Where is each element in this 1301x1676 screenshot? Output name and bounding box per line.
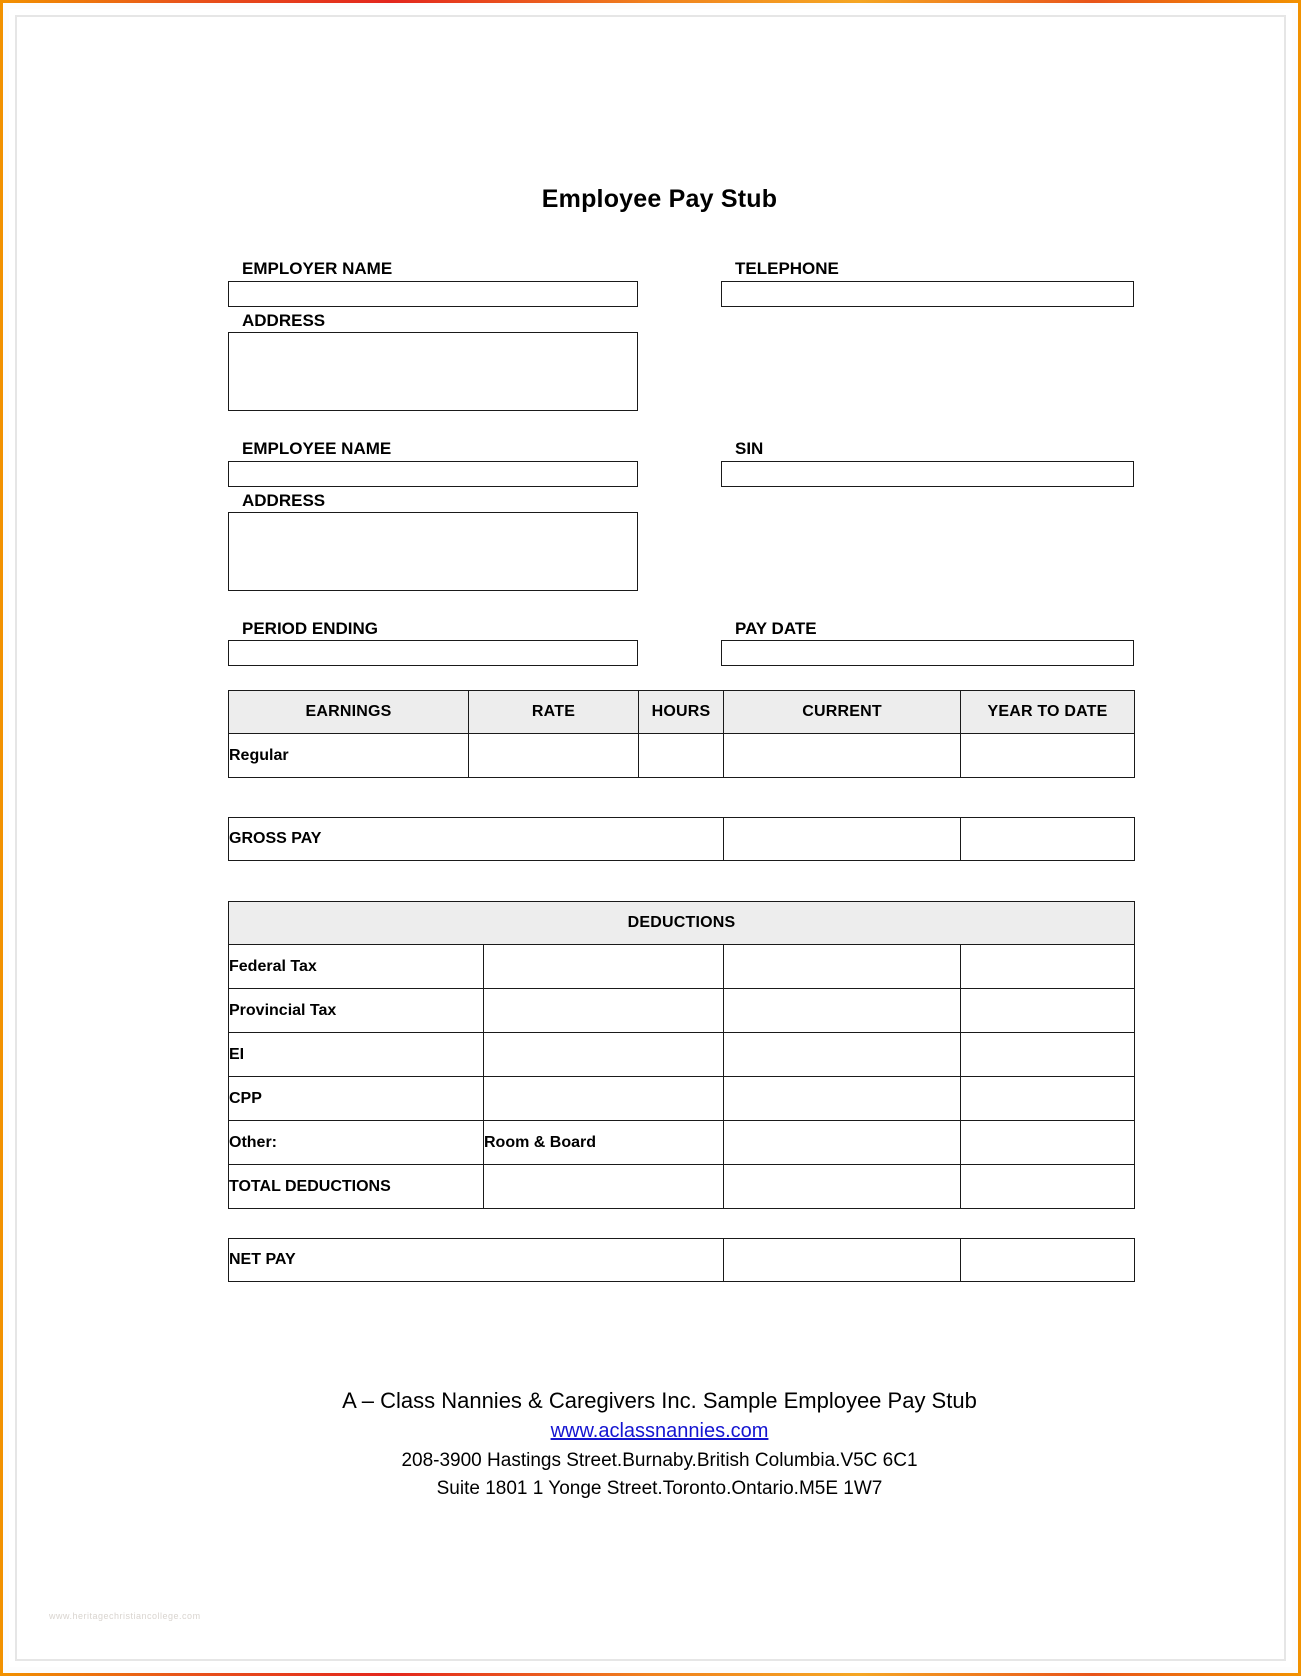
deduction-ytd-ei[interactable] (961, 1033, 1135, 1077)
footer-website-text: www.aclassnannies.com (550, 1420, 769, 1442)
footer-address-line-1: 208-3900 Hastings Street.Burnaby.British Columbia.V5C 6C1 (401, 1450, 918, 1471)
net-pay-label: NET PAY (229, 1239, 724, 1282)
deduction-ytd-provincial-tax[interactable] (961, 989, 1135, 1033)
watermark-text: www.heritagechristiancollege.com (49, 1611, 201, 1621)
sin-label: SIN (735, 439, 764, 458)
table-row (229, 1121, 1135, 1165)
deduction-extra-cpp (484, 1077, 724, 1121)
deduction-ytd-federal-tax[interactable] (961, 945, 1135, 989)
rate-col-header: RATE (469, 691, 639, 734)
employer-name-input[interactable] (228, 281, 638, 307)
telephone-label: TELEPHONE (735, 259, 839, 278)
deduction-label-cpp: CPP (229, 1077, 484, 1121)
footer-company-line: A – Class Nannies & Caregivers Inc. Sample Employee Pay Stub (342, 1388, 977, 1413)
net-pay-ytd[interactable] (961, 1239, 1135, 1282)
pay-date-label: PAY DATE (735, 619, 817, 638)
employee-address-input[interactable] (228, 512, 638, 591)
table-row (229, 1165, 1135, 1209)
deduction-extra-provincial-tax (484, 989, 724, 1033)
deduction-extra-federal-tax (484, 945, 724, 989)
net-pay-table (228, 1238, 1135, 1282)
footer-website-link[interactable] (43, 1420, 1276, 1443)
deduction-current-cpp[interactable] (724, 1077, 961, 1121)
period-ending-input[interactable] (228, 640, 638, 666)
deduction-ytd-other[interactable] (961, 1121, 1135, 1165)
earnings-row-ytd[interactable] (961, 734, 1135, 778)
deduction-extra-ei (484, 1033, 724, 1077)
telephone-input[interactable] (721, 281, 1134, 307)
earnings-row-rate[interactable] (469, 734, 639, 778)
earnings-row-label: Regular (229, 734, 469, 778)
earnings-row-hours[interactable] (639, 734, 724, 778)
footer-address-line-2: Suite 1801 1 Yonge Street.Toronto.Ontario.M5E 1W7 (436, 1478, 883, 1499)
period-ending-label: PERIOD ENDING (242, 619, 379, 638)
table-row (229, 818, 1135, 861)
deduction-label-other: Other: (229, 1121, 484, 1165)
earnings-header-row (229, 691, 1135, 734)
paystub-document (43, 33, 1276, 1653)
table-row (229, 734, 1135, 778)
pay-date-input[interactable] (721, 640, 1134, 666)
deduction-extra-other: Room & Board (484, 1121, 724, 1165)
gross-pay-table (228, 817, 1135, 861)
deduction-label-ei: EI (229, 1033, 484, 1077)
deduction-ytd-total[interactable] (961, 1165, 1135, 1209)
table-row (229, 989, 1135, 1033)
earnings-row-current[interactable] (724, 734, 961, 778)
employee-name-label: EMPLOYEE NAME (242, 439, 392, 458)
deductions-table (228, 901, 1135, 1209)
deduction-ytd-cpp[interactable] (961, 1077, 1135, 1121)
employer-address-input[interactable] (228, 332, 638, 411)
employee-name-input[interactable] (228, 461, 638, 487)
page-title: Employee Pay Stub (541, 185, 778, 213)
deduction-current-other[interactable] (724, 1121, 961, 1165)
deductions-col-header: DEDUCTIONS (229, 902, 1135, 945)
employer-address-label: ADDRESS (242, 311, 326, 330)
earnings-col-header: EARNINGS (229, 691, 469, 734)
net-pay-current[interactable] (724, 1239, 961, 1282)
employer-name-label: EMPLOYER NAME (242, 259, 393, 278)
deduction-label-total: TOTAL DEDUCTIONS (229, 1165, 484, 1209)
deduction-current-total[interactable] (724, 1165, 961, 1209)
ytd-col-header: YEAR TO DATE (961, 691, 1135, 734)
earnings-table (228, 690, 1135, 778)
table-row (229, 1077, 1135, 1121)
deduction-current-federal-tax[interactable] (724, 945, 961, 989)
current-col-header: CURRENT (724, 691, 961, 734)
gross-pay-label: GROSS PAY (229, 818, 724, 861)
table-row (229, 945, 1135, 989)
sin-input[interactable] (721, 461, 1134, 487)
deduction-label-federal-tax: Federal Tax (229, 945, 484, 989)
table-row (229, 1239, 1135, 1282)
deduction-label-provincial-tax: Provincial Tax (229, 989, 484, 1033)
deduction-current-ei[interactable] (724, 1033, 961, 1077)
deduction-extra-total (484, 1165, 724, 1209)
deductions-header-row (229, 902, 1135, 945)
hours-col-header: HOURS (639, 691, 724, 734)
table-row (229, 1033, 1135, 1077)
page-frame-inner (3, 3, 1298, 1673)
employee-address-label: ADDRESS (242, 491, 326, 510)
gross-pay-current[interactable] (724, 818, 961, 861)
deduction-current-provincial-tax[interactable] (724, 989, 961, 1033)
gross-pay-ytd[interactable] (961, 818, 1135, 861)
